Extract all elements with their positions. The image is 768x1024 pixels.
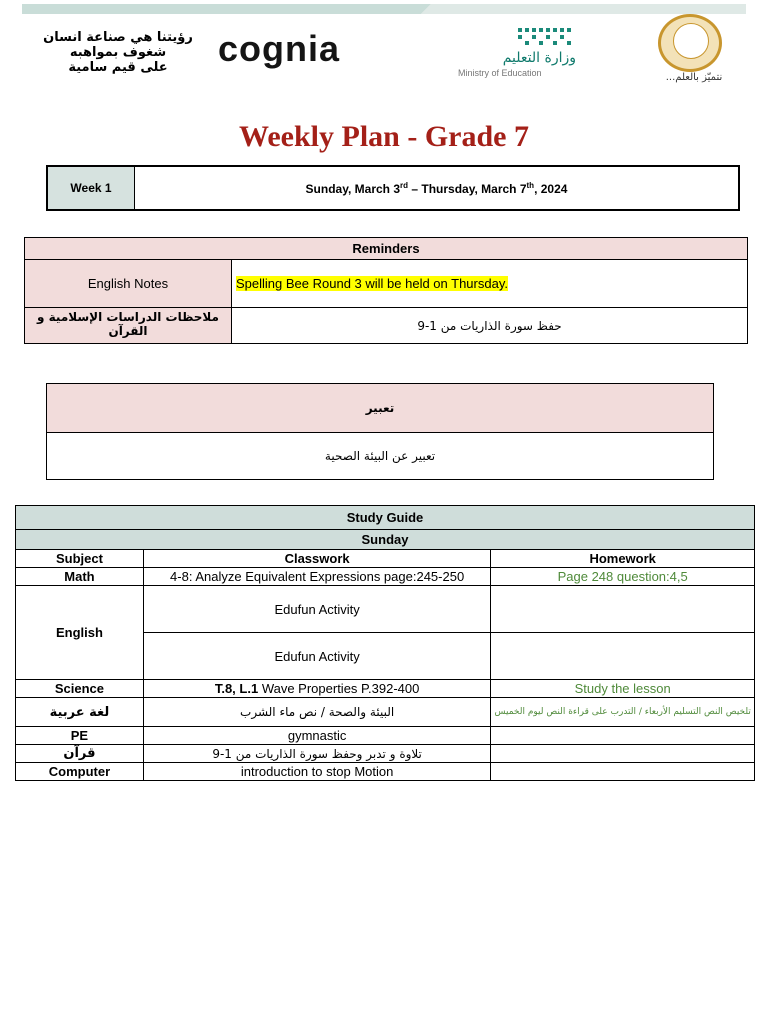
reminders-table — [24, 237, 748, 344]
subject-science: Science — [16, 680, 144, 698]
science-lesson-code: T.8, L.1 — [214, 681, 259, 696]
subject-computer: Computer — [16, 763, 144, 781]
classwork-english-2: Edufun Activity — [143, 633, 490, 680]
tabeer-body: تعبير عن البيئة الصحية — [47, 433, 714, 480]
study-guide-table — [15, 505, 755, 781]
table-row — [16, 763, 755, 781]
school-vision-text — [28, 30, 208, 75]
moe-dots-icon — [516, 26, 574, 46]
tabeer-table — [46, 383, 714, 480]
classwork-math: 4-8: Analyze Equivalent Expressions page:245-250 — [143, 568, 490, 586]
classwork-english-1: Edufun Activity — [143, 586, 490, 633]
homework-math: Page 248 question:4,5 — [491, 568, 755, 586]
ministry-of-education-logo — [458, 24, 578, 82]
table-row — [16, 727, 755, 745]
subject-english: English — [16, 586, 144, 680]
week-label: Week 1 — [47, 166, 135, 210]
seal-motto: نتميّز بالعلم... — [665, 72, 723, 83]
classwork-science — [143, 680, 490, 698]
seal-emblem-icon — [658, 14, 722, 72]
science-lesson-title: Wave Properties P.392-400 — [258, 681, 420, 696]
school-seal-logo — [652, 14, 742, 86]
subject-quran: قرآن — [16, 745, 144, 763]
vision-line-1: رؤيتنا هي صناعة انسان — [43, 30, 193, 45]
english-note-text: Spelling Bee Round 3 will be held on Thursday. — [236, 276, 508, 291]
study-guide-day: Sunday — [16, 530, 755, 550]
subject-arabic: لغة عربية — [16, 698, 144, 727]
subject-math: Math — [16, 568, 144, 586]
table-row — [16, 745, 755, 763]
week-dates: Sunday, March 3rd – Thursday, March 7th, 2024 — [135, 166, 740, 210]
classwork-quran: تلاوة و تدبر وحفظ سورة الذاريات من 1-9 — [143, 745, 490, 763]
tabeer-title: تعبير — [47, 384, 714, 433]
cognia-logo: cognia — [218, 28, 341, 69]
moe-english-name: Ministry of Education — [458, 68, 542, 78]
col-header-subject: Subject — [16, 550, 144, 568]
islamic-note-text: حفظ سورة الذاريات من 1-9 — [232, 308, 748, 344]
table-row — [16, 680, 755, 698]
moe-arabic-name: وزارة التعليم — [502, 50, 576, 66]
homework-english-2 — [491, 633, 755, 680]
table-row — [16, 698, 755, 727]
homework-pe — [491, 727, 755, 745]
homework-science: Study the lesson — [491, 680, 755, 698]
col-header-homework: Homework — [491, 550, 755, 568]
homework-computer — [491, 763, 755, 781]
week-table — [46, 165, 740, 211]
col-header-classwork: Classwork — [143, 550, 490, 568]
homework-quran — [491, 745, 755, 763]
homework-arabic: تلخيص النص التسليم الأربعاء / التدرب على قراءة النص ليوم الخميس — [491, 698, 755, 727]
study-guide-title: Study Guide — [16, 506, 755, 530]
subject-pe: PE — [16, 727, 144, 745]
classwork-computer: introduction to stop Motion — [143, 763, 490, 781]
classwork-arabic: البيئة والصحة / نص ماء الشرب — [143, 698, 490, 727]
homework-english-1 — [491, 586, 755, 633]
top-decor-strip — [22, 4, 746, 14]
vision-line-2: شغوف بمواهبه — [69, 45, 167, 60]
page-title: Weekly Plan - Grade 7 — [239, 120, 529, 153]
table-row — [16, 568, 755, 586]
reminders-title: Reminders — [25, 238, 748, 260]
table-row — [16, 586, 755, 633]
classwork-pe: gymnastic — [143, 727, 490, 745]
english-notes-label: English Notes — [25, 260, 232, 308]
vision-line-3: على قيم سامية — [68, 60, 168, 75]
islamic-notes-label: ملاحظات الدراسات الإسلامية و القرآن — [25, 308, 232, 344]
english-notes-cell — [232, 260, 748, 308]
